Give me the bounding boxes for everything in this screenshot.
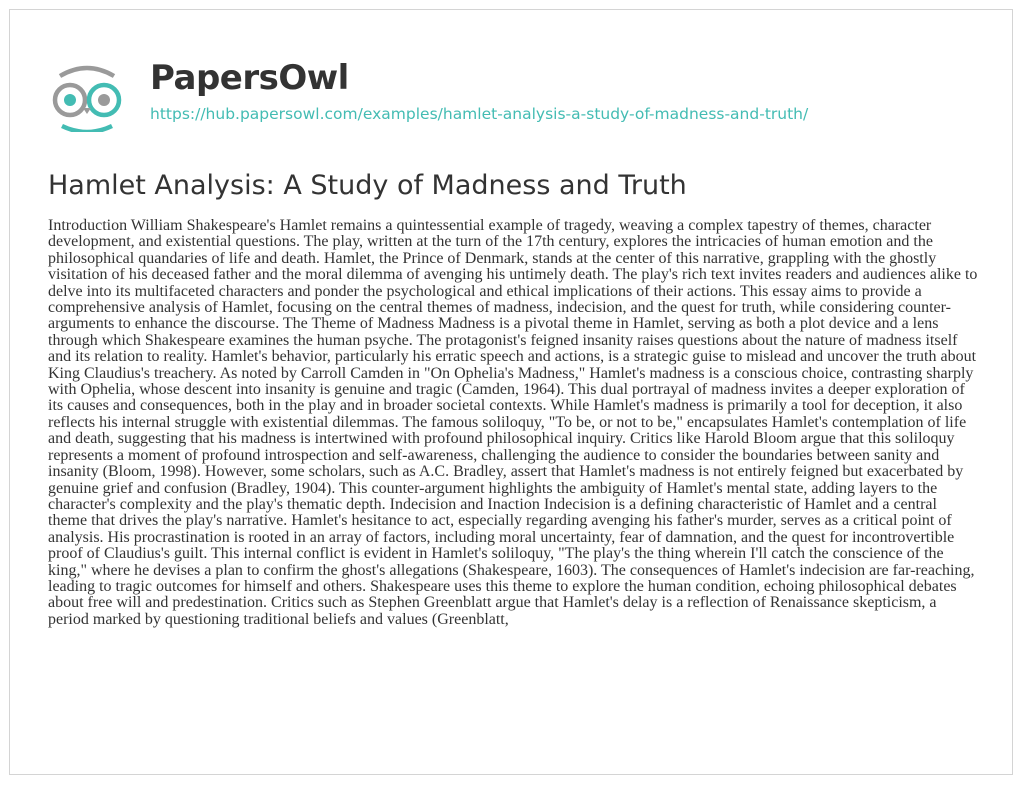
source-url-link[interactable]: https://hub.papersowl.com/examples/hamlet-analysis-a-study-of-madness-and-truth/ bbox=[150, 105, 809, 123]
essay-body-text: Introduction William Shakespeare's Hamlet remains a quintessential example of tragedy, weaving a complex tapestry of themes, character development, and existential questions. The play, written at the turn of the 17th century, explores the intricacies of human emotion and the philosophical quandaries of life and death. Hamlet, the Prince of Denmark, stands at the center of this narrative, grappling with the ghostly visitation of his deceased father and the moral dilemma of avenging his untimely death. The play's rich text invites readers and audiences alike to delve into its multifaceted characters and ponder the psychological and ethical implications of their actions. This essay aims to provide a comprehensive analysis of Hamlet, focusing on the central themes of madness, indecision, and the quest for truth, while considering counter-arguments to enhance the discourse. The Theme of Madness Madness is a pivotal theme in Hamlet, serving as both a plot device and a lens through which Shakespeare examines the human psyche. The protagonist's feigned insanity raises questions about the nature of madness itself and its relation to reality. Hamlet's behavior, particularly his erratic speech and actions, is a strategic guise to mislead and uncover the truth about King Claudius's treachery. As noted by Carroll Camden in "On Ophelia's Madness," Hamlet's madness is a conscious choice, contrasting sharply with Ophelia, whose descent into insanity is genuine and tragic (Camden, 1964). This dual portrayal of madness invites a deeper exploration of its causes and consequences, both in the play and in broader societal contexts. While Hamlet's madness is primarily a tool for deception, it also reflects his internal struggle with existential dilemmas. The famous soliloquy, "To be, or not to be," encapsulates Hamlet's contemplation of life and death, suggesting that his madness is intertwined with profound philosophical inquiry. Critics like Harold Bloom argue that this soliloquy represents a moment of profound introspection and self-awareness, challenging the audience to consider the boundaries between sanity and insanity (Bloom, 1998). However, some scholars, such as A.C. Bradley, assert that Hamlet's madness is not entirely feigned but exacerbated by genuine grief and confusion (Bradley, 1904). This counter-argument highlights the ambiguity of Hamlet's mental state, adding layers to the character's complexity and the play's thematic depth. Indecision and Inaction Indecision is a defining characteristic of Hamlet and a central theme that drives the play's narrative. Hamlet's hesitance to act, especially regarding avenging his father's murder, serves as a critical point of analysis. His procrastination is rooted in an array of factors, including moral uncertainty, fear of damnation, and the quest for incontrovertible proof of Claudius's guilt. This internal conflict is evident in Hamlet's soliloquy, "The play's the thing wherein I'll catch the conscience of the king," where he devises a plan to confirm the ghost's allegations (Shakespeare, 1603). The consequences of Hamlet's indecision are far-reaching, leading to tragic outcomes for himself and others. Shakespeare uses this theme to explore the human condition, echoing philosophical debates about free will and predestination. Critics such as Stephen Greenblatt argue that Hamlet's delay is a reflection of Renaissance skepticism, a period marked by questioning traditional beliefs and values (Greenblatt, bbox=[48, 217, 978, 628]
brand-name[interactable]: PapersOwl bbox=[150, 58, 349, 98]
page-title: Hamlet Analysis: A Study of Madness and Truth bbox=[48, 170, 687, 201]
owl-eyes-logo-icon[interactable] bbox=[48, 62, 126, 132]
